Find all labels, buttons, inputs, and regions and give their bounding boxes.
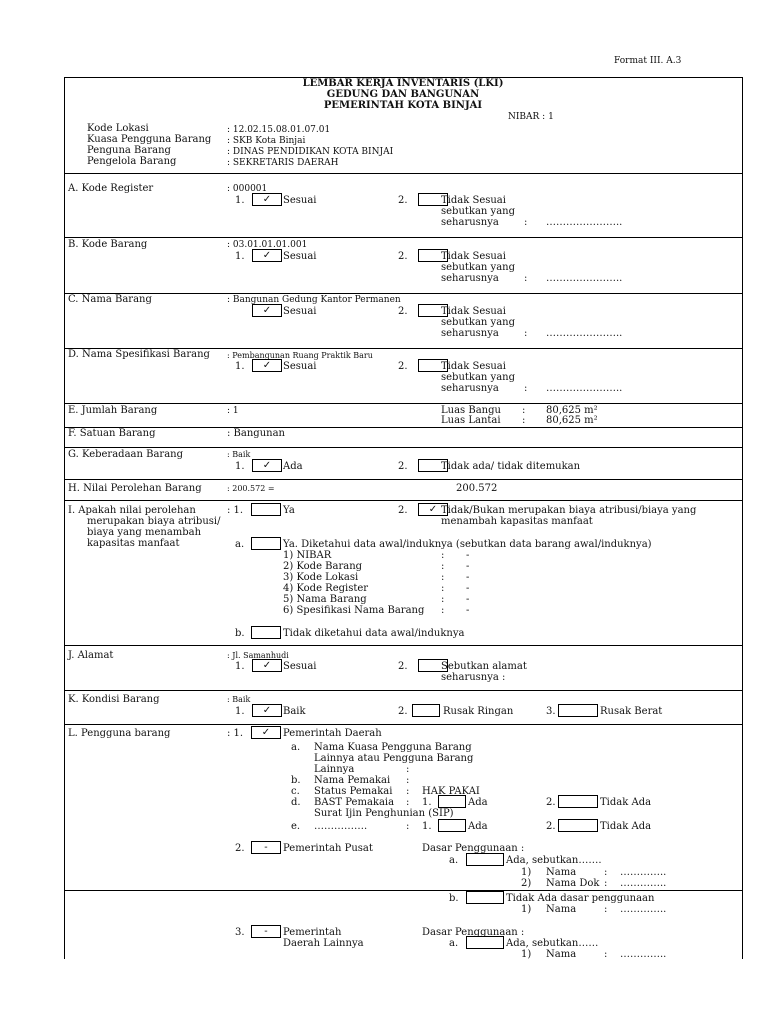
luas-lantai-value: 80,625 m² (546, 415, 598, 426)
list-number: 1) (521, 867, 532, 878)
colon: : (524, 273, 528, 284)
colon: : (406, 821, 410, 832)
sub-letter: b. (449, 893, 459, 904)
colon: : (522, 405, 526, 416)
pemda-lain-label: Pemerintah (283, 927, 342, 938)
option-number: 1. (422, 821, 432, 832)
nama-pemakai-label: Nama Pemakai (314, 775, 391, 786)
ya-checkbox[interactable] (251, 503, 281, 516)
info-label: Penguna Barang (87, 145, 171, 156)
tidak-ada-label: Tidak ada/ tidak ditemukan (441, 461, 581, 472)
option-number: 2. (546, 821, 556, 832)
rusak-berat-label: Rusak Berat (600, 706, 663, 717)
seharusnya-label: seharusnya (441, 217, 499, 228)
bast-label: BAST Pemakaia (314, 797, 395, 808)
colon: : (441, 594, 445, 605)
tidak-bukan-label: Tidak/Bukan merupakan biaya atribusi/biaya yang (441, 505, 697, 516)
colon: : (522, 415, 526, 426)
bast-ada-checkbox[interactable] (438, 795, 466, 808)
title-line-2: GEDUNG DAN BANGUNAN (326, 89, 480, 100)
rusak-berat-checkbox[interactable] (558, 704, 598, 717)
sub-letter: a. (449, 938, 459, 949)
section-label-cont: kapasitas manfaat (87, 538, 180, 549)
option-number: 1. (235, 361, 245, 372)
section-value: : Bangunan (227, 428, 285, 439)
sesuai-label: Sesuai (283, 361, 317, 372)
sip-label: Surat Ijin Penghunian (SIP) (314, 808, 454, 819)
section-label: B. Kode Barang (68, 239, 148, 250)
sesuai-checkbox[interactable]: ✓ (252, 359, 282, 372)
info-label: Kuasa Pengguna Barang (87, 134, 212, 145)
dasar-penggunaan-label: Dasar Penggunaan : (422, 927, 525, 938)
tidak-sesuai-label: Tidak Sesuai (441, 361, 506, 372)
option-number: : 1. (227, 728, 244, 739)
option-number: 2. (398, 361, 408, 372)
colon: : (604, 867, 608, 878)
status-pemakai-label: Status Pemakai (314, 786, 393, 797)
tidak-ada-label: Tidak Ada (600, 821, 652, 832)
sub-letter: a. (291, 742, 301, 753)
info-value: : DINAS PENDIDIKAN KOTA BINJAI (227, 147, 394, 157)
section-label: D. Nama Spesifikasi Barang (68, 349, 210, 360)
other-label: ……………. (314, 821, 368, 832)
option-number: 2. (546, 797, 556, 808)
section-label: G. Keberadaan Barang (68, 449, 184, 460)
pusat-label: Pemerintah Pusat (283, 843, 373, 854)
kuasa-pengguna-label-cont: Lainnya (314, 764, 355, 775)
section-value: : 1 (227, 406, 239, 416)
seharusnya-label: seharusnya (441, 383, 499, 394)
tidak-diketahui-label: Tidak diketahui data awal/induknya (283, 628, 465, 639)
ada-label: Ada (283, 461, 303, 472)
section-label: F. Satuan Barang (68, 428, 156, 439)
colon: : (604, 878, 608, 889)
option-number: 2. (398, 251, 408, 262)
nama-label: Nama (546, 867, 577, 878)
dash: - (466, 561, 470, 572)
nilai-value: 200.572 (456, 483, 498, 494)
option-number: 2. (235, 843, 245, 854)
colon: : (524, 217, 528, 228)
sub-b-letter: b. (235, 628, 245, 639)
induk-item: 1) NIBAR (283, 550, 332, 561)
induk-item: 6) Spesifikasi Nama Barang (283, 605, 425, 616)
option-number: : 1. (227, 505, 244, 516)
nibar: NIBAR : 1 (508, 112, 554, 122)
tidak-sesuai-label: Tidak Sesuai (441, 195, 506, 206)
sebutkan-label: sebutkan yang (441, 372, 516, 383)
dash: - (466, 550, 470, 561)
ya-label: Ya (283, 505, 295, 516)
sesuai-checkbox[interactable]: ✓ (252, 193, 282, 206)
pusat-tidak-ada-checkbox[interactable] (466, 891, 504, 904)
format-code: Format III. A.3 (614, 56, 682, 66)
section-label: H. Nilai Perolehan Barang (68, 483, 202, 494)
tidak-bukan-checkbox[interactable]: ✓ (418, 503, 448, 516)
title-line-3: PEMERINTAH KOTA BINJAI (323, 100, 483, 111)
sub-letter: a. (449, 855, 459, 866)
option-number: 2. (398, 706, 408, 717)
option-number: 1. (235, 706, 245, 717)
option-number: 1. (235, 195, 245, 206)
tidak-sesuai-label: Tidak Sesuai (441, 251, 506, 262)
sebutkan-label: sebutkan yang (441, 206, 516, 217)
tidak-ada-dasar-label: Tidak Ada dasar penggunaan (506, 893, 655, 904)
option-number: 3. (546, 706, 556, 717)
option-number: 1. (235, 461, 245, 472)
baik-label: Baik (283, 706, 306, 717)
sub-letter: c. (291, 786, 300, 797)
fill-dots: ………………….. (546, 328, 623, 339)
sesuai-checkbox[interactable]: ✓ (252, 249, 282, 262)
colon: : (406, 786, 410, 797)
section-value: : Pembangunan Ruang Praktik Baru (227, 351, 373, 360)
ada-label: Ada (468, 797, 488, 808)
option-number: 2. (398, 195, 408, 206)
dash: - (466, 583, 470, 594)
luas-bangunan-value: 80,625 m² (546, 405, 598, 416)
tidak-diketahui-checkbox[interactable] (251, 626, 281, 639)
sesuai-label: Sesuai (283, 661, 317, 672)
pusat-checkbox[interactable]: - (251, 841, 281, 854)
sesuai-label: Sesuai (283, 306, 317, 317)
sub-letter: b. (291, 775, 301, 786)
section-value: : 03.01.01.01.001 (227, 240, 308, 250)
colon: : (441, 605, 445, 616)
section-value: : Baik (227, 695, 251, 704)
status-pemakai-value: HAK PAKAI (422, 786, 480, 797)
induk-item: 4) Kode Register (283, 583, 369, 594)
option-number: 2. (398, 461, 408, 472)
colon: : (406, 764, 410, 775)
tidak-ada-label: Tidak Ada (600, 797, 652, 808)
colon: : (604, 949, 608, 960)
option-number: 1. (235, 251, 245, 262)
sub-letter: e. (291, 821, 301, 832)
sebutkan-label: sebutkan yang (441, 317, 516, 328)
induk-item: 2) Kode Barang (283, 561, 363, 572)
section-label: L. Pengguna barang (68, 728, 171, 739)
nama-dok-label: Nama Dok (546, 878, 600, 889)
colon: : (604, 904, 608, 915)
colon: : (441, 583, 445, 594)
colon: : (406, 797, 410, 808)
option-number: 2. (398, 505, 408, 516)
fill-dots: ………….. (620, 949, 667, 960)
nama-label: Nama (546, 904, 577, 915)
option-number: 3. (235, 927, 245, 938)
list-number: 2) (521, 878, 532, 889)
list-number: 1) (521, 949, 532, 960)
ada-sebutkan-label: Ada, sebutkan…… (506, 938, 599, 949)
pemda-label: Pemerintah Daerah (283, 728, 382, 739)
fill-dots: ………………….. (546, 217, 623, 228)
sesuai-label: Sesuai (283, 251, 317, 262)
pusat-ada-checkbox[interactable] (466, 853, 504, 866)
dash: - (466, 605, 470, 616)
option-number: 1. (422, 797, 432, 808)
section-value: : Baik (227, 450, 251, 459)
section-label: E. Jumlah Barang (68, 405, 158, 416)
dasar-penggunaan-label: Dasar Penggunaan : (422, 843, 525, 854)
fill-dots: ………………….. (546, 273, 623, 284)
tidak-sesuai-label: Tidak Sesuai (441, 306, 506, 317)
option-number: 1. (235, 661, 245, 672)
seharusnya-label: seharusnya : (441, 672, 506, 683)
info-value: : SEKRETARIS DAERAH (227, 158, 339, 168)
kuasa-pengguna-label: Nama Kuasa Pengguna Barang (314, 742, 472, 753)
other-ada-checkbox[interactable] (438, 819, 466, 832)
section-label-cont: merupakan biaya atribusi/ (87, 516, 221, 527)
diketahui-checkbox[interactable] (251, 537, 281, 550)
info-label: Pengelola Barang (87, 156, 177, 167)
list-number: 1) (521, 904, 532, 915)
dash: - (466, 594, 470, 605)
dash: - (466, 572, 470, 583)
ada-checkbox[interactable]: ✓ (252, 459, 282, 472)
section-label: I. Apakah nilai perolehan (68, 505, 196, 516)
fill-dots: ………….. (620, 867, 667, 878)
other-tidak-ada-checkbox[interactable] (558, 819, 598, 832)
fill-dots: ………….. (620, 904, 667, 915)
colon: : (406, 775, 410, 786)
option-number: 2. (398, 306, 408, 317)
colon: : (524, 328, 528, 339)
section-value: : 200.572 = (227, 484, 275, 493)
fill-dots: ………….. (620, 878, 667, 889)
rusak-ringan-label: Rusak Ringan (443, 706, 514, 717)
seharusnya-label: seharusnya (441, 328, 499, 339)
title-line-1: LEMBAR KERJA INVENTARIS (LKI) (302, 78, 504, 89)
induk-item: 3) Kode Lokasi (283, 572, 359, 583)
rusak-ringan-checkbox[interactable] (412, 704, 440, 717)
luas-bangunan-label: Luas Bangu (441, 405, 501, 416)
diketahui-label: Ya. Diketahui data awal/induknya (sebutkan data barang awal/induknya) (283, 539, 652, 550)
sesuai-checkbox[interactable]: ✓ (252, 659, 282, 672)
info-value: : SKB Kota Binjai (227, 136, 306, 146)
section-label: K. Kondisi Barang (68, 694, 160, 705)
induk-item: 5) Nama Barang (283, 594, 367, 605)
ada-label: Ada (468, 821, 488, 832)
colon: : (441, 561, 445, 572)
section-label-cont: biaya yang menambah (87, 527, 202, 538)
sebutkan-alamat-label: Sebutkan alamat (441, 661, 527, 672)
sesuai-label: Sesuai (283, 195, 317, 206)
bast-tidak-ada-checkbox[interactable] (558, 795, 598, 808)
kuasa-pengguna-label-cont: Lainnya atau Pengguna Barang (314, 753, 474, 764)
colon: : (441, 572, 445, 583)
section-label: C. Nama Barang (68, 294, 152, 305)
baik-checkbox[interactable]: ✓ (252, 704, 282, 717)
section-label: J. Alamat (68, 650, 114, 661)
sub-a-letter: a. (235, 539, 245, 550)
luas-lantai-label: Luas Lantai (441, 415, 501, 426)
colon: : (524, 383, 528, 394)
tidak-bukan-label-cont: menambah kapasitas manfaat (441, 516, 593, 527)
sebutkan-label: sebutkan yang (441, 262, 516, 273)
section-label: A. Kode Register (68, 183, 154, 194)
info-label: Kode Lokasi (87, 123, 149, 134)
option-number: 2. (398, 661, 408, 672)
ada-sebutkan-label: Ada, sebutkan……. (506, 855, 602, 866)
info-value: : 12.02.15.08.01.07.01 (227, 125, 331, 135)
fill-dots: ………………….. (546, 383, 623, 394)
pemda-lain-label-cont: Daerah Lainnya (283, 938, 364, 949)
section-value: : 000001 (227, 184, 268, 194)
colon: : (441, 550, 445, 561)
section-value: : Bangunan Gedung Kantor Permanen (227, 295, 401, 305)
section-value: : Jl. Samanhudi (227, 651, 289, 660)
pemda-checkbox[interactable]: ✓ (251, 726, 281, 739)
sesuai-checkbox[interactable]: ✓ (252, 304, 282, 317)
sub-letter: d. (291, 797, 301, 808)
pemda-lain-checkbox[interactable]: - (251, 925, 281, 938)
seharusnya-label: seharusnya (441, 273, 499, 284)
pemda-lain-ada-checkbox[interactable] (466, 936, 504, 949)
nama-label: Nama (546, 949, 577, 960)
